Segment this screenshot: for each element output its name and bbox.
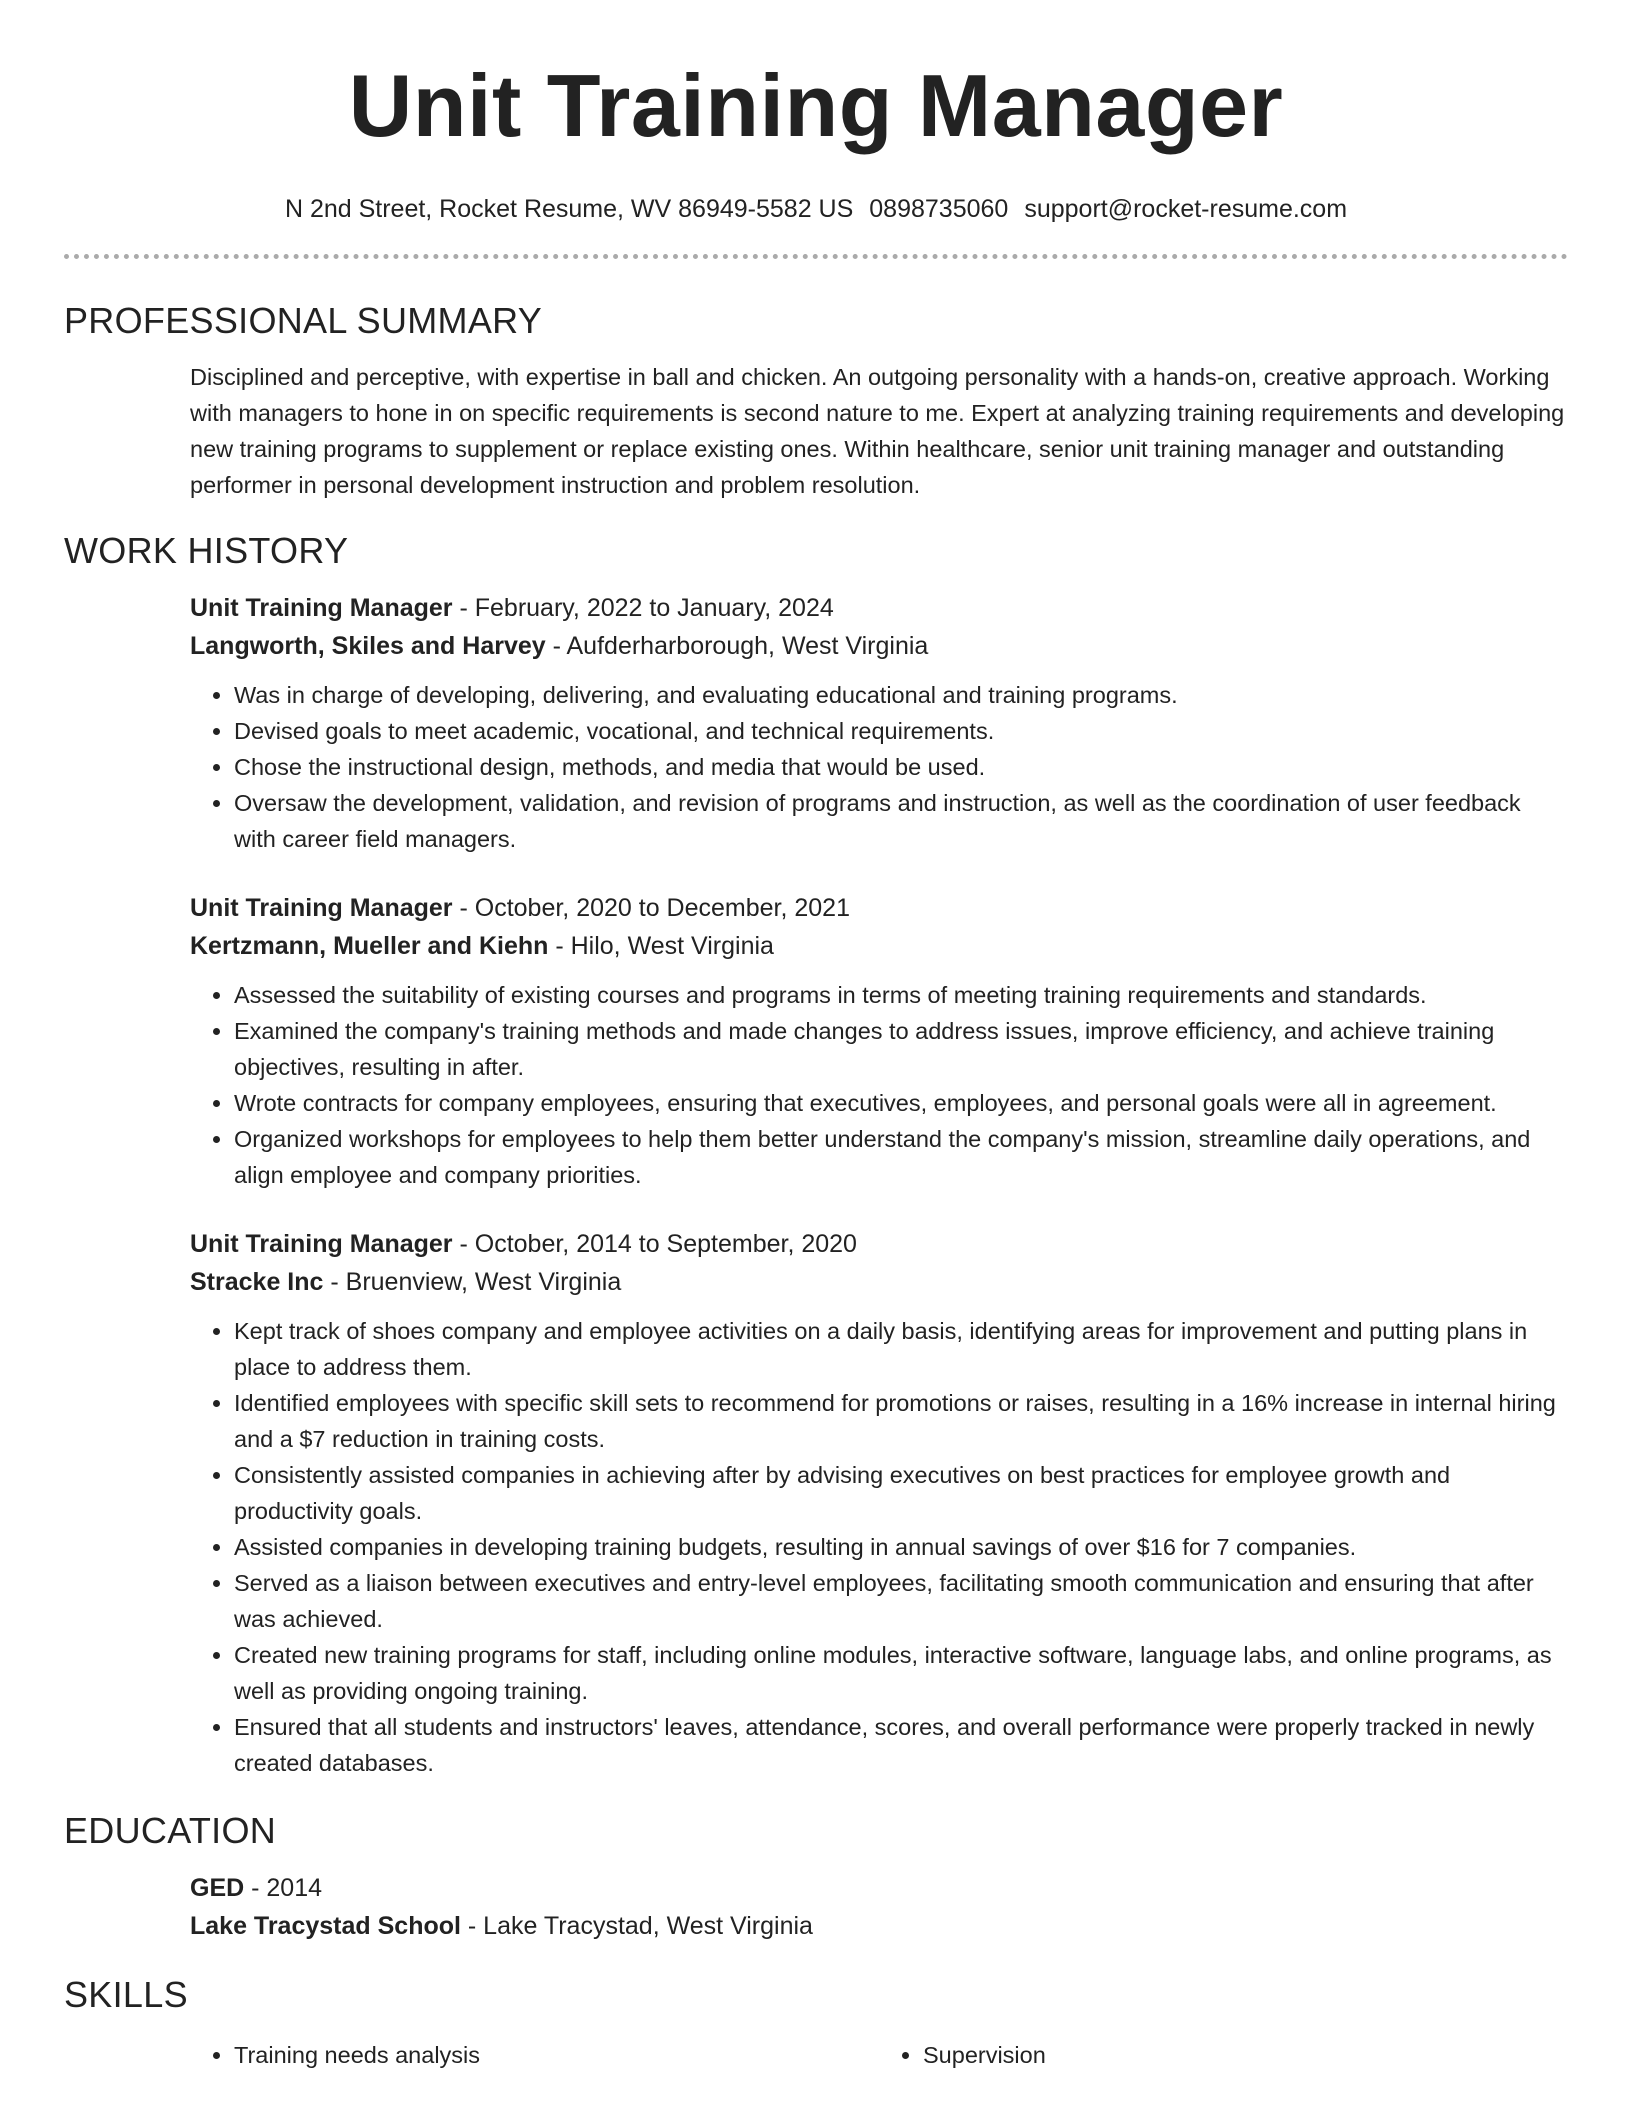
skills-grid xyxy=(190,2037,1568,2073)
list-item: • Ensured that all students and instructors' leaves, attendance, scores, and overall performance were properly tracked in newly created databases. xyxy=(234,1709,1568,1781)
list-item: • Training needs analysis xyxy=(234,2037,879,2073)
job-entry xyxy=(190,589,1568,857)
job-company: Langworth, Skiles and Harvey xyxy=(190,632,546,660)
education-school-line xyxy=(190,1907,1568,1945)
work-history-section xyxy=(190,589,1568,1781)
list-item: • Identified employees with specific skill sets to recommend for promotions or raises, resulting in a 16% increase in internal hiring and a $7 reduction in training costs. xyxy=(234,1385,1568,1457)
contact-address: N 2nd Street, Rocket Resume, WV 86949-5582 US xyxy=(284,195,854,223)
education-heading: EDUCATION xyxy=(64,1810,277,1851)
contact-email: support@rocket-resume.com xyxy=(1024,195,1348,223)
contact-phone: 0898735060 xyxy=(869,195,1009,223)
list-item: • Examined the company's training methods and made changes to address issues, improve efficiency, and achieve training objectives, resulting in after. xyxy=(234,1013,1568,1085)
job-company-line xyxy=(190,1263,1568,1301)
list-item: • Consistently assisted companies in achieving after by advising executives on best practices for employee growth and productivity goals. xyxy=(234,1457,1568,1529)
job-company: Kertzmann, Mueller and Kiehn xyxy=(190,932,549,960)
education-degree-line xyxy=(190,1869,1568,1907)
education-section xyxy=(190,1869,1568,1945)
job-company: Stracke Inc xyxy=(190,1268,324,1296)
list-item: • Devised goals to meet academic, vocational, and technical requirements. xyxy=(234,713,1568,749)
summary-text: Disciplined and perceptive, with expertise in ball and chicken. An outgoing personality with a hands-on, creative approach. Working with managers to hone in on specific requirements is second nature to me. Expert at analyzing training requirements and developing new training programs to supplement or replace existing ones. Within healthcare, senior unit training manager and outstanding performer in personal development instruction and problem resolution. xyxy=(190,364,1565,498)
job-bullets xyxy=(190,977,1568,1193)
skills-section xyxy=(190,2037,1568,2073)
list-item: • Supervision xyxy=(923,2037,1568,2073)
list-item: • Assessed the suitability of existing courses and programs in terms of meeting training requirements and standards. xyxy=(234,977,1568,1013)
job-entry xyxy=(190,1225,1568,1781)
list-item: • Chose the instructional design, methods, and media that would be used. xyxy=(234,749,1568,785)
summary-heading: PROFESSIONAL SUMMARY xyxy=(64,300,543,341)
job-dates: - February, 2022 to January, 2024 xyxy=(452,594,834,622)
job-company-line xyxy=(190,927,1568,965)
job-title: Unit Training Manager xyxy=(190,594,453,622)
job-location: - Bruenview, West Virginia xyxy=(323,1268,622,1296)
job-company-line xyxy=(190,627,1568,665)
job-title: Unit Training Manager xyxy=(190,1230,453,1258)
job-entry xyxy=(190,889,1568,1193)
list-item: • Created new training programs for staff, including online modules, interactive software, language labs, and online programs, as well as providing ongoing training. xyxy=(234,1637,1568,1709)
resume-name: Unit Training Manager xyxy=(348,56,1284,155)
list-item: • Oversaw the development, validation, and revision of programs and instruction, as well as the coordination of user feedback with career field managers. xyxy=(234,785,1568,857)
job-location: - Hilo, West Virginia xyxy=(548,932,774,960)
resume-page xyxy=(64,0,1568,2073)
list-item: • Wrote contracts for company employees, ensuring that executives, employees, and personal goals were all in agreement. xyxy=(234,1085,1568,1121)
skills-column-left xyxy=(190,2037,879,2073)
job-title-line xyxy=(190,1225,1568,1263)
list-item: • Organized workshops for employees to help them better understand the company's mission, streamline daily operations, and align employee and company priorities. xyxy=(234,1121,1568,1193)
education-location: - Lake Tracystad, West Virginia xyxy=(460,1912,813,1940)
job-bullets xyxy=(190,1313,1568,1781)
summary-section xyxy=(190,359,1568,503)
job-title: Unit Training Manager xyxy=(190,894,453,922)
list-item: • Kept track of shoes company and employee activities on a daily basis, identifying areas for improvement and putting plans in place to address them. xyxy=(234,1313,1568,1385)
job-bullets xyxy=(190,677,1568,857)
job-location: - Aufderharborough, West Virginia xyxy=(545,632,929,660)
list-item: • Assisted companies in developing training budgets, resulting in annual savings of over $16 for 7 companies. xyxy=(234,1529,1568,1565)
skills-column-right xyxy=(879,2037,1568,2073)
job-title-line xyxy=(190,889,1568,927)
education-degree: GED xyxy=(190,1874,245,1902)
header-divider xyxy=(64,254,1568,259)
education-year: - 2014 xyxy=(244,1874,323,1902)
job-dates: - October, 2020 to December, 2021 xyxy=(452,894,850,922)
list-item: • Served as a liaison between executives and entry-level employees, facilitating smooth communication and ensuring that after was achieved. xyxy=(234,1565,1568,1637)
job-title-line xyxy=(190,589,1568,627)
contact-line xyxy=(64,194,1568,224)
work-history-heading: WORK HISTORY xyxy=(64,530,349,571)
education-school: Lake Tracystad School xyxy=(190,1912,461,1940)
job-dates: - October, 2014 to September, 2020 xyxy=(452,1230,857,1258)
skills-heading: SKILLS xyxy=(64,1974,188,2015)
list-item: • Was in charge of developing, delivering, and evaluating educational and training programs. xyxy=(234,677,1568,713)
